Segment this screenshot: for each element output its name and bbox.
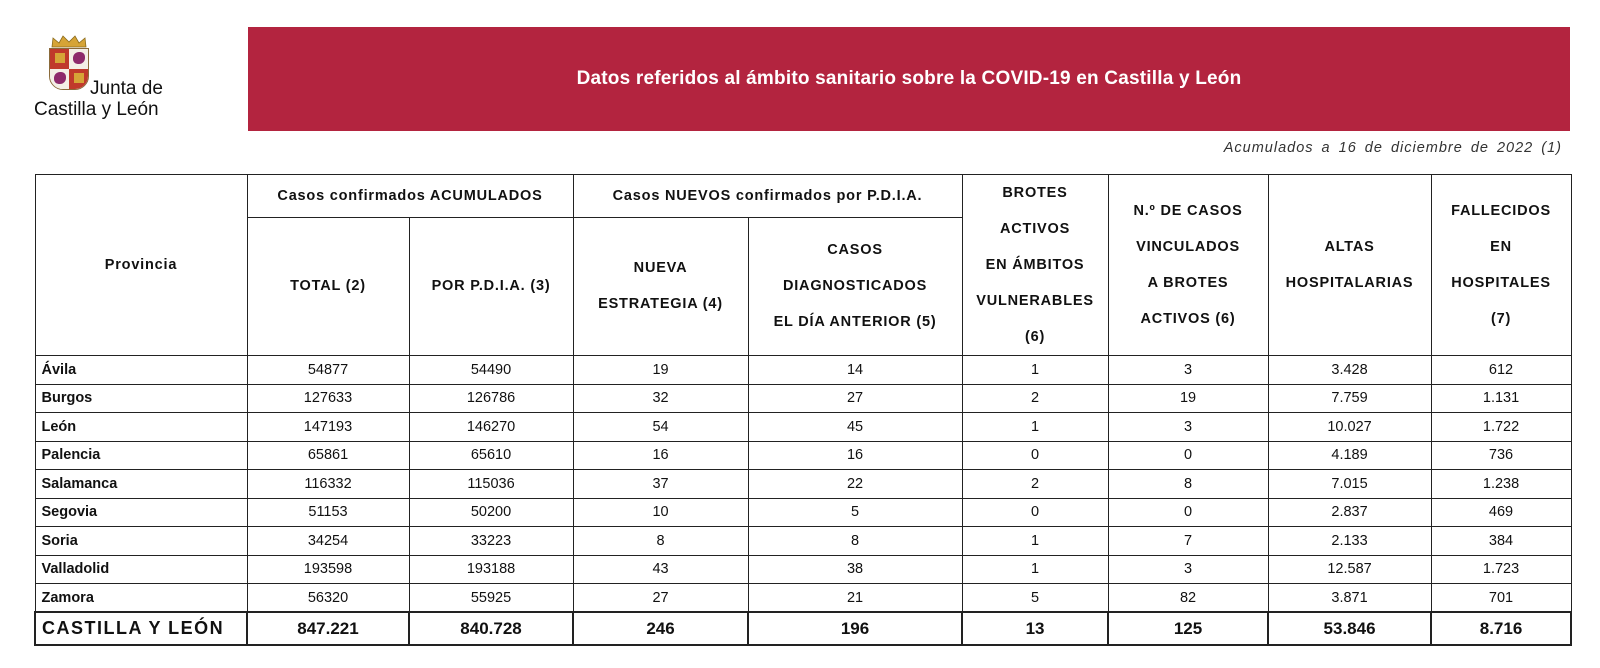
table-cell: 56320 <box>247 584 409 613</box>
table-cell: 27 <box>748 384 962 413</box>
table-row <box>35 555 1571 584</box>
total-cell: 840.728 <box>409 612 573 645</box>
col-header-vinculados: N.º DE CASOS VINCULADOS A BROTES ACTIVOS (6) <box>1108 175 1268 356</box>
table-cell: 32 <box>573 384 748 413</box>
table-cell: 1.131 <box>1431 384 1571 413</box>
table-cell: 0 <box>1108 498 1268 527</box>
table-cell: 8 <box>748 527 962 556</box>
table-cell: 2.133 <box>1268 527 1431 556</box>
table-cell: 193188 <box>409 555 573 584</box>
table-cell: 701 <box>1431 584 1571 613</box>
total-label-cell: CASTILLA Y LEÓN <box>35 612 247 645</box>
table-cell: 0 <box>962 441 1108 470</box>
table-cell: 8 <box>1108 470 1268 499</box>
table-cell: 14 <box>748 356 962 385</box>
table-cell: 3 <box>1108 413 1268 442</box>
table-row <box>35 584 1571 613</box>
banner-title: Datos referidos al ámbito sanitario sobre la COVID-19 en Castilla y León <box>576 68 1242 89</box>
col-header-nueva-estrategia: NUEVA ESTRATEGIA (4) <box>573 217 748 355</box>
total-cell: 13 <box>962 612 1108 645</box>
table-cell: 4.189 <box>1268 441 1431 470</box>
table-row <box>35 470 1571 499</box>
total-cell: 196 <box>748 612 962 645</box>
col-header-brotes: BROTES ACTIVOS EN ÁMBITOS VULNERABLES (6) <box>962 175 1108 356</box>
table-cell: 193598 <box>247 555 409 584</box>
table-cell: 2.837 <box>1268 498 1431 527</box>
table-cell: 22 <box>748 470 962 499</box>
table-cell: 10.027 <box>1268 413 1431 442</box>
table-cell: 34254 <box>247 527 409 556</box>
table-cell: 65861 <box>247 441 409 470</box>
table-cell: 3 <box>1108 356 1268 385</box>
table-cell: 1.723 <box>1431 555 1571 584</box>
table-cell: 0 <box>962 498 1108 527</box>
table-cell: 1 <box>962 413 1108 442</box>
table-cell: 1 <box>962 527 1108 556</box>
table-cell: 0 <box>1108 441 1268 470</box>
table-cell: 21 <box>748 584 962 613</box>
logo-line-2: Castilla y León <box>34 99 159 120</box>
junta-logo <box>34 34 194 129</box>
table-cell: 469 <box>1431 498 1571 527</box>
table-row <box>35 498 1571 527</box>
table-cell: 10 <box>573 498 748 527</box>
table-cell: 54 <box>573 413 748 442</box>
table-cell: 126786 <box>409 384 573 413</box>
table-row <box>35 356 1571 385</box>
table-row <box>35 413 1571 442</box>
province-cell: Palencia <box>35 441 247 470</box>
crown-icon <box>50 34 88 48</box>
col-header-por-pdia: POR P.D.I.A. (3) <box>409 217 573 355</box>
table-cell: 736 <box>1431 441 1571 470</box>
province-cell: Ávila <box>35 356 247 385</box>
table-cell: 3 <box>1108 555 1268 584</box>
table-cell: 8 <box>573 527 748 556</box>
total-cell: 847.221 <box>247 612 409 645</box>
table-cell: 146270 <box>409 413 573 442</box>
table-cell: 55925 <box>409 584 573 613</box>
province-cell: León <box>35 413 247 442</box>
col-header-altas: ALTAS HOSPITALARIAS <box>1268 175 1431 356</box>
logo-text <box>34 78 163 120</box>
table-cell: 612 <box>1431 356 1571 385</box>
table-cell: 54490 <box>409 356 573 385</box>
group-header-acumulados: Casos confirmados ACUMULADOS <box>247 175 573 218</box>
table-cell: 7.759 <box>1268 384 1431 413</box>
total-cell: 125 <box>1108 612 1268 645</box>
table-cell: 19 <box>1108 384 1268 413</box>
table-cell: 38 <box>748 555 962 584</box>
table-cell: 5 <box>962 584 1108 613</box>
covid-data-table <box>34 174 1572 646</box>
table-cell: 1 <box>962 555 1108 584</box>
table-cell: 12.587 <box>1268 555 1431 584</box>
table-cell: 2 <box>962 384 1108 413</box>
table-cell: 16 <box>748 441 962 470</box>
table-row <box>35 384 1571 413</box>
table-cell: 65610 <box>409 441 573 470</box>
table-cell: 50200 <box>409 498 573 527</box>
province-cell: Valladolid <box>35 555 247 584</box>
table-cell: 5 <box>748 498 962 527</box>
table-cell: 7 <box>1108 527 1268 556</box>
total-cell: 246 <box>573 612 748 645</box>
table-cell: 27 <box>573 584 748 613</box>
title-banner <box>248 27 1570 131</box>
province-cell: Burgos <box>35 384 247 413</box>
col-header-fallecidos: FALLECIDOS EN HOSPITALES (7) <box>1431 175 1571 356</box>
table-cell: 45 <box>748 413 962 442</box>
total-cell: 53.846 <box>1268 612 1431 645</box>
table-row <box>35 441 1571 470</box>
table-cell: 54877 <box>247 356 409 385</box>
table-cell: 3.871 <box>1268 584 1431 613</box>
table-cell: 19 <box>573 356 748 385</box>
table-cell: 1 <box>962 356 1108 385</box>
table-cell: 7.015 <box>1268 470 1431 499</box>
table-cell: 115036 <box>409 470 573 499</box>
province-cell: Zamora <box>35 584 247 613</box>
table-row <box>35 527 1571 556</box>
col-header-casos-diagnosticados: CASOS DIAGNOSTICADOS EL DÍA ANTERIOR (5) <box>748 217 962 355</box>
table-cell: 1.722 <box>1431 413 1571 442</box>
total-cell: 8.716 <box>1431 612 1571 645</box>
table-cell: 116332 <box>247 470 409 499</box>
table-cell: 16 <box>573 441 748 470</box>
table-cell: 384 <box>1431 527 1571 556</box>
province-cell: Soria <box>35 527 247 556</box>
logo-line-1: Junta de <box>90 78 163 99</box>
header-row-1 <box>35 175 1571 218</box>
table-cell: 51153 <box>247 498 409 527</box>
table-cell: 127633 <box>247 384 409 413</box>
table-cell: 43 <box>573 555 748 584</box>
province-cell: Segovia <box>35 498 247 527</box>
col-header-provincia: Provincia <box>35 175 247 356</box>
table-cell: 1.238 <box>1431 470 1571 499</box>
col-header-total: TOTAL (2) <box>247 217 409 355</box>
total-row <box>35 612 1571 645</box>
group-header-nuevos: Casos NUEVOS confirmados por P.D.I.A. <box>573 175 962 218</box>
province-cell: Salamanca <box>35 470 247 499</box>
table-cell: 82 <box>1108 584 1268 613</box>
table-cell: 33223 <box>409 527 573 556</box>
table-cell: 3.428 <box>1268 356 1431 385</box>
table-cell: 147193 <box>247 413 409 442</box>
date-note: Acumulados a 16 de diciembre de 2022 (1) <box>1223 140 1562 156</box>
table-cell: 37 <box>573 470 748 499</box>
table-cell: 2 <box>962 470 1108 499</box>
